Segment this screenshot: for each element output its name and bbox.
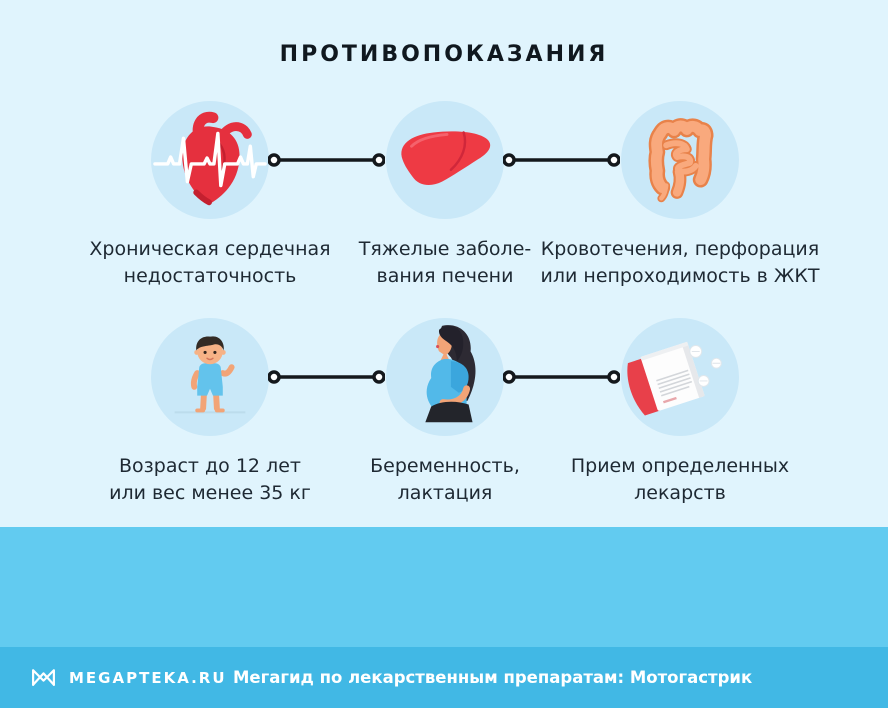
label-line: лактация	[397, 482, 493, 504]
label-line: лекарств	[634, 482, 726, 504]
label-line: или вес менее 35 кг	[109, 482, 311, 504]
footer-tagline: Мегагид по лекарственным препаратам: Мотогастрик	[233, 668, 753, 687]
label-line: Прием определенных	[570, 455, 790, 477]
label-line: вания печени	[376, 265, 514, 287]
label-line: Тяжелые заболе-	[358, 238, 532, 260]
intestines-icon	[621, 101, 739, 219]
footer	[0, 647, 888, 708]
child-icon	[151, 318, 269, 436]
item-label-gi-bleeding	[530, 236, 830, 290]
liver-icon	[386, 101, 504, 219]
connector-line	[503, 368, 620, 386]
footer-brand-text: MEGAPTEKA.RU	[69, 668, 227, 687]
megapteka-logo-icon	[30, 664, 57, 691]
label-line: Кровотечения, перфорация	[540, 238, 820, 260]
label-line: недостаточность	[123, 265, 297, 287]
connector-line	[503, 151, 620, 169]
label-line: Беременность,	[370, 455, 520, 477]
page-title: ПРОТИВОПОКАЗАНИЯ	[279, 42, 609, 67]
connector-line	[268, 151, 385, 169]
product-band	[0, 527, 888, 647]
pregnant-woman-icon	[386, 318, 504, 436]
label-line: Возраст до 12 лет	[119, 455, 301, 477]
connector-line	[268, 368, 385, 386]
pill-box-icon	[621, 318, 739, 436]
label-line: Хроническая сердечная	[89, 238, 331, 260]
item-label-medicines	[530, 453, 830, 507]
label-line: или непроходимость в ЖКТ	[540, 265, 820, 287]
heart-ecg-icon	[151, 101, 269, 219]
